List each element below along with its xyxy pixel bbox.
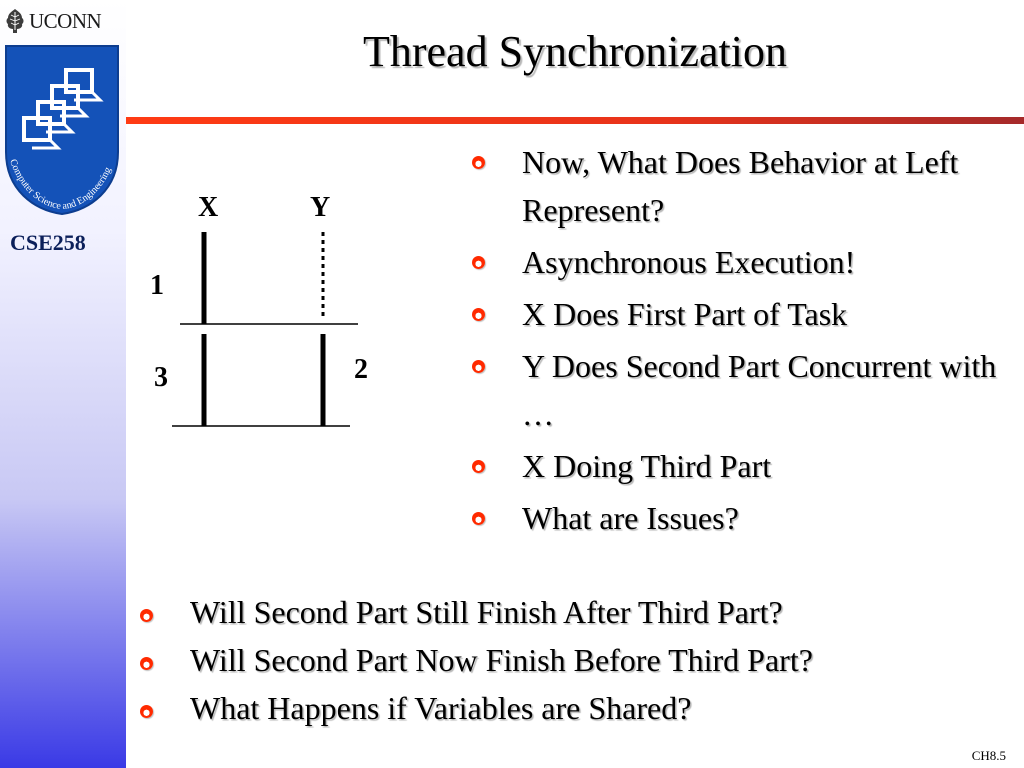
bullet-icon — [472, 512, 485, 525]
title-rule — [126, 117, 1024, 124]
bullet-icon — [472, 156, 485, 169]
list-item: Will Second Part Now Finish Before Third Part? — [130, 636, 1010, 684]
label-x: X — [198, 192, 219, 223]
list-item: Now, What Does Behavior at Left Represent? — [462, 138, 1012, 234]
label-y: Y — [310, 192, 331, 223]
bullet-icon — [472, 256, 485, 269]
list-item: X Does First Part of Task — [462, 290, 1012, 338]
list-item: Y Does Second Part Concurrent with … — [462, 342, 1012, 438]
bullet-icon — [140, 705, 153, 718]
bullet-icon — [472, 308, 485, 321]
department-logo — [0, 42, 124, 220]
bullet-icon — [140, 609, 153, 622]
bullet-icon — [472, 360, 485, 373]
course-code: CSE258 — [10, 230, 86, 255]
thread-diagram — [126, 180, 386, 440]
bottom-bullet-list — [130, 588, 1010, 732]
slide-title: Thread Synchronization — [363, 27, 787, 76]
label-part-2: 2 — [354, 354, 368, 385]
bullet-icon — [140, 657, 153, 670]
oak-leaf-icon — [4, 8, 26, 34]
university-name: UCONN — [29, 8, 102, 33]
page-number: CH8.5 — [971, 748, 1006, 763]
list-item: X Doing Third Part — [462, 442, 1012, 490]
department-logo-text: Computer Science and Engineering — [7, 157, 114, 213]
label-part-1: 1 — [150, 270, 164, 301]
list-item: Will Second Part Still Finish After Third Part? — [130, 588, 1010, 636]
right-bullet-list — [462, 138, 1012, 542]
list-item: Asynchronous Execution! — [462, 238, 1012, 286]
label-part-3: 3 — [154, 362, 168, 393]
bullet-icon — [472, 460, 485, 473]
sidebar — [0, 0, 126, 768]
uconn-logo — [4, 6, 101, 36]
list-item: What are Issues? — [462, 494, 1012, 542]
list-item: What Happens if Variables are Shared? — [130, 684, 1010, 732]
